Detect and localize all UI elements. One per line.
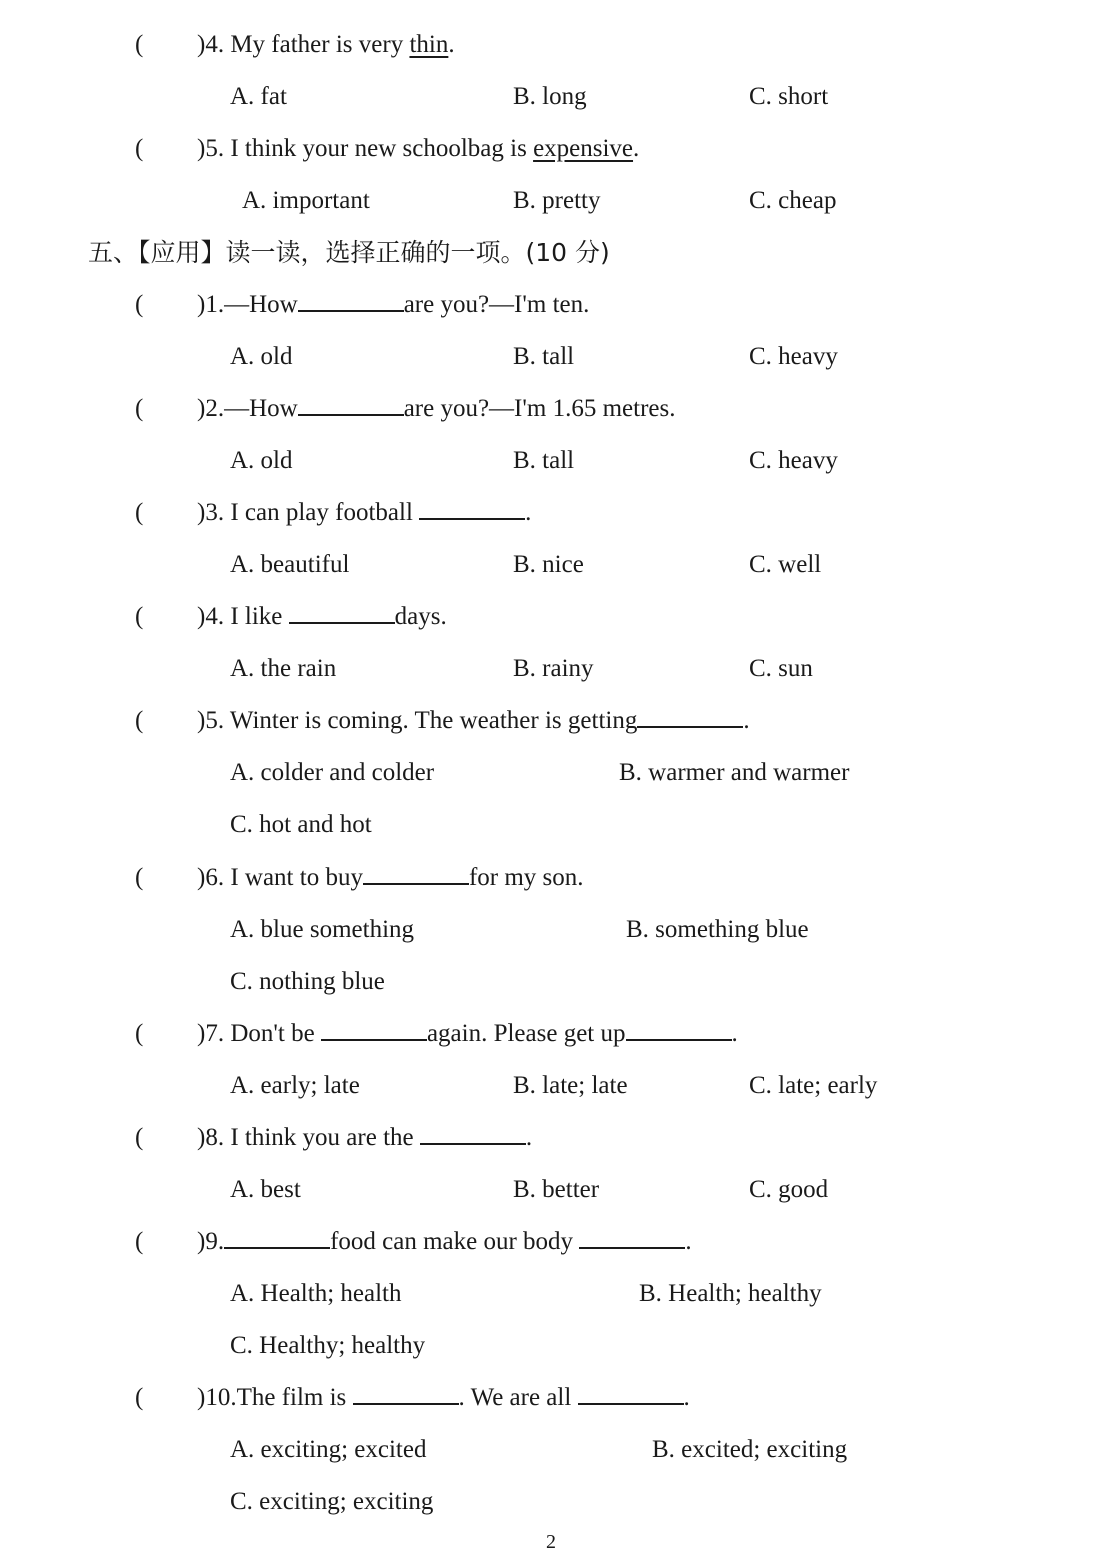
- answer-blank[interactable]: [298, 290, 404, 312]
- option-a: A. old: [230, 343, 293, 370]
- option-a: A. Health; health: [230, 1280, 402, 1307]
- question-text: )5. Winter is coming. The weather is getting .: [197, 707, 750, 734]
- option-b: B. warmer and warmer: [619, 759, 850, 786]
- answer-blank[interactable]: [419, 498, 525, 520]
- answer-blank[interactable]: [363, 863, 469, 885]
- question-text: )6. I want to buy for my son.: [197, 864, 584, 891]
- option-b: B. pretty: [513, 187, 601, 214]
- option-a: A. fat: [230, 83, 287, 110]
- option-c: C. cheap: [749, 187, 837, 214]
- answer-blank[interactable]: [224, 1227, 330, 1249]
- section-title: 五、【应用】读一读，选择正确的一项。(10 分): [88, 238, 610, 267]
- option-c: C. heavy: [749, 343, 838, 370]
- question-text: )9. food can make our body .: [197, 1228, 692, 1255]
- question-text: )4. My father is very thin.: [197, 31, 455, 58]
- option-c: C. heavy: [749, 447, 838, 474]
- answer-blank[interactable]: [298, 394, 404, 416]
- option-b: B. tall: [513, 447, 575, 474]
- option-a: A. blue something: [230, 916, 415, 943]
- option-c: C. nothing blue: [230, 968, 385, 995]
- option-a: A. exciting; excited: [230, 1436, 427, 1463]
- option-a: A. colder and colder: [230, 759, 435, 786]
- question-text: )10.The film is . We are all .: [197, 1384, 690, 1411]
- option-a: A. beautiful: [230, 551, 350, 578]
- option-a: A. old: [230, 447, 293, 474]
- answer-paren-open: (: [135, 395, 144, 422]
- question-text: )5. I think your new schoolbag is expensive.: [197, 135, 640, 162]
- answer-paren-open: (: [135, 291, 144, 318]
- underlined-word: expensive: [533, 135, 634, 162]
- option-b: B. rainy: [513, 655, 594, 682]
- option-b: B. Health; healthy: [639, 1280, 822, 1307]
- answer-blank[interactable]: [626, 1019, 732, 1041]
- answer-blank[interactable]: [353, 1383, 459, 1405]
- answer-blank[interactable]: [579, 1227, 685, 1249]
- underlined-word: thin: [409, 31, 449, 58]
- answer-blank[interactable]: [578, 1383, 684, 1405]
- question-text: )1.—How are you?—I'm ten.: [197, 291, 590, 318]
- option-c: C. good: [749, 1176, 829, 1203]
- answer-paren-open: (: [135, 864, 144, 891]
- option-b: B. nice: [513, 551, 584, 578]
- option-b: B. late; late: [513, 1072, 628, 1099]
- page-number: 2: [546, 1531, 556, 1553]
- answer-paren-open: (: [135, 1124, 144, 1151]
- answer-blank[interactable]: [637, 706, 743, 728]
- option-b: B. something blue: [626, 916, 809, 943]
- option-b: B. long: [513, 83, 587, 110]
- answer-paren-open: (: [135, 31, 144, 58]
- answer-blank[interactable]: [420, 1123, 526, 1145]
- question-text: )3. I can play football .: [197, 499, 532, 526]
- answer-paren-open: (: [135, 499, 144, 526]
- answer-paren-open: (: [135, 603, 144, 630]
- option-b: B. excited; exciting: [652, 1436, 848, 1463]
- option-b: B. better: [513, 1176, 600, 1203]
- question-text: )8. I think you are the .: [197, 1124, 533, 1151]
- option-a: A. important: [242, 187, 370, 214]
- option-a: A. early; late: [230, 1072, 360, 1099]
- answer-paren-open: (: [135, 1020, 144, 1047]
- option-c: C. Healthy; healthy: [230, 1332, 426, 1359]
- answer-paren-open: (: [135, 1384, 144, 1411]
- option-c: C. late; early: [749, 1072, 878, 1099]
- question-text: )2.—How are you?—I'm 1.65 metres.: [197, 395, 676, 422]
- option-c: C. exciting; exciting: [230, 1488, 434, 1515]
- question-text: )7. Don't be again. Please get up .: [197, 1020, 738, 1047]
- option-b: B. tall: [513, 343, 575, 370]
- option-c: C. sun: [749, 655, 813, 682]
- answer-paren-open: (: [135, 1228, 144, 1255]
- option-c: C. short: [749, 83, 829, 110]
- option-a: A. the rain: [230, 655, 337, 682]
- answer-paren-open: (: [135, 135, 144, 162]
- option-a: A. best: [230, 1176, 301, 1203]
- option-c: C. well: [749, 551, 822, 578]
- answer-blank[interactable]: [289, 602, 395, 624]
- answer-blank[interactable]: [321, 1019, 427, 1041]
- option-c: C. hot and hot: [230, 811, 372, 838]
- answer-paren-open: (: [135, 707, 144, 734]
- question-text: )4. I like days.: [197, 603, 447, 630]
